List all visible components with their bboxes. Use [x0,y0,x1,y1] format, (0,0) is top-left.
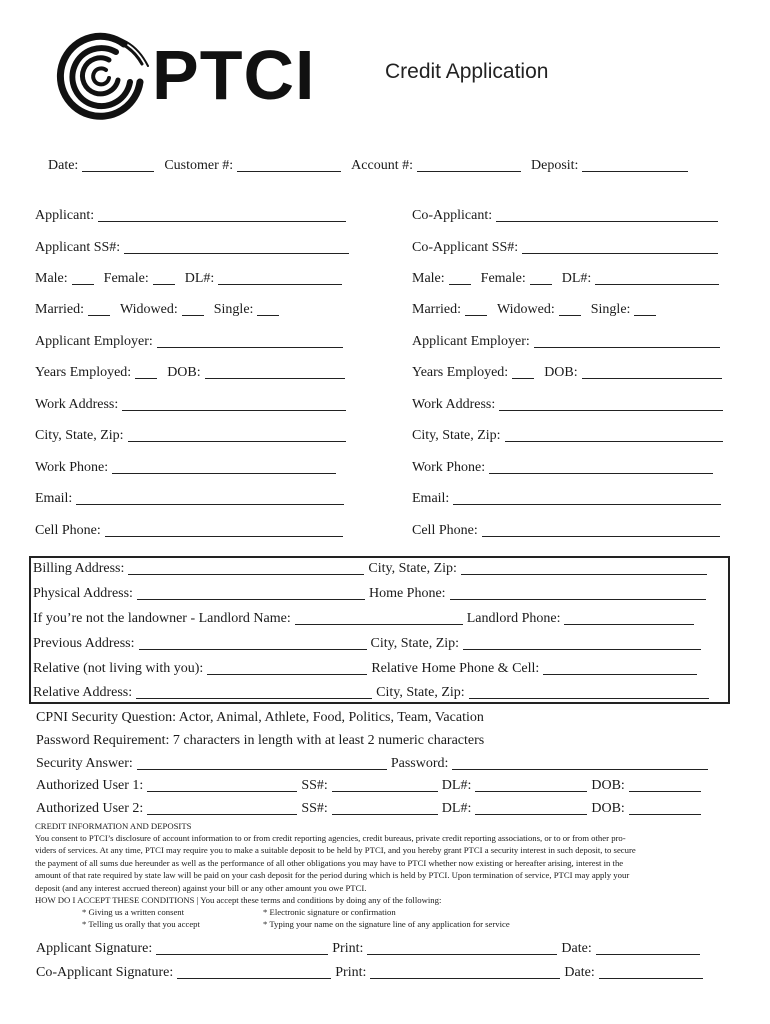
physical-address-label: Physical Address: [33,586,133,601]
deposit-field[interactable] [582,159,688,172]
authorized-user-1-dl-label: DL#: [441,778,472,793]
customer-number-label: Customer #: [164,158,234,173]
page-title: Credit Application [385,60,549,83]
co-applicant-print-label: Print: [335,965,367,980]
co-applicant-widowed-label: Widowed: [496,302,555,317]
relative-city-state-zip-label: City, State, Zip: [376,685,465,700]
co-applicant-work-phone-field[interactable] [489,461,713,474]
applicant-married-label: Married: [35,302,84,317]
date-label: Date: [48,158,79,173]
applicant-employer-label: Applicant Employer: [35,334,153,349]
authorized-user-2-ss-field[interactable] [332,802,438,815]
applicant-ss-field[interactable] [124,241,349,254]
account-number-field[interactable] [417,159,521,172]
co-applicant-sig-date-field[interactable] [599,966,703,979]
co-applicant-work-phone-label: Work Phone: [412,460,486,475]
security-answer-label: Security Answer: [36,756,133,771]
password-field[interactable] [452,757,708,770]
co-applicant-work-address-field[interactable] [499,398,723,411]
applicant-ss-label: Applicant SS#: [35,240,121,255]
home-phone-label: Home Phone: [368,586,446,601]
consent-option: * Telling us orally that you accept [82,919,200,929]
co-applicant-dob-label: DOB: [544,365,578,380]
co-applicant-sig-date-label: Date: [564,965,595,980]
ptci-swirl-logo-icon [54,30,150,122]
authorized-user-2-field[interactable] [147,802,297,815]
applicant-dob-field[interactable] [205,366,345,379]
authorized-user-2-label: Authorized User 2: [36,801,144,816]
co-applicant-ss-field[interactable] [522,241,718,254]
relative-field[interactable] [207,662,367,675]
authorized-user-2-dl-field[interactable] [475,802,587,815]
co-applicant-dob-field[interactable] [582,366,722,379]
password-requirement-text [36,733,484,749]
co-applicant-signature-field[interactable] [177,966,331,979]
account-number-label: Account #: [351,158,413,173]
co-applicant-female-field[interactable] [530,272,552,285]
applicant-married-field[interactable] [88,303,110,316]
co-applicant-cell-phone-label: Cell Phone: [412,523,478,538]
applicant-years-employed-label: Years Employed: [35,365,132,380]
co-applicant-years-employed-label: Years Employed: [412,365,509,380]
billing-city-state-zip-label: City, State, Zip: [368,561,457,576]
applicant-print-field[interactable] [367,942,557,955]
credit-terms-line: viders of services. At any time, PTCI may require you to make a suitable deposit to be held by PTCI, and you hereby grant PTCI a security interest in such deposit, to secure [35,845,636,855]
authorized-user-2-dob-field[interactable] [629,802,701,815]
authorized-user-1-dl-field[interactable] [475,779,587,792]
applicant-work-address-label: Work Address: [35,397,119,412]
security-question-text [36,710,484,726]
home-phone-field[interactable] [450,587,706,600]
applicant-work-phone-label: Work Phone: [35,460,109,475]
previous-city-state-zip-field[interactable] [463,637,701,650]
co-applicant-city-state-zip-field[interactable] [505,429,723,442]
credit-terms-heading: CREDIT INFORMATION AND DEPOSITS [35,821,192,831]
previous-address-field[interactable] [139,637,367,650]
applicant-single-label: Single: [213,302,254,317]
co-applicant-employer-label: Applicant Employer: [412,334,530,349]
consent-option: * Typing your name on the signature line of any application for service [263,919,510,929]
co-applicant-cell-phone-field[interactable] [482,524,720,537]
security-answer-field[interactable] [137,757,387,770]
relative-phone-label: Relative Home Phone & Cell: [371,661,540,676]
consent-option: * Electronic signature or confirmation [263,907,396,917]
co-applicant-male-field[interactable] [449,272,471,285]
billing-city-state-zip-field[interactable] [461,562,707,575]
password-requirement-label: Password Requirement: 7 characters in length with at least 2 numeric characters [36,733,485,748]
consent-option: * Giving us a written consent [82,907,185,917]
co-applicant-email-label: Email: [412,491,450,506]
authorized-user-1-ss-field[interactable] [332,779,438,792]
customer-number-field[interactable] [237,159,341,172]
credit-terms-line: You consent to PTCI’s disclosure of account information to or from credit reporting agencies, credit bureaus, private credit reporting associations, or to or from other pro- [35,833,626,843]
relative-label: Relative (not living with you): [33,661,204,676]
authorized-user-1-ss-label: SS#: [301,778,328,793]
applicant-city-state-zip-label: City, State, Zip: [35,428,124,443]
landlord-phone-field[interactable] [564,612,694,625]
co-applicant-print-field[interactable] [370,966,560,979]
security-question-label: CPNI Security Question: Actor, Animal, Athlete, Food, Politics, Team, Vacation [36,710,484,725]
applicant-cell-phone-field[interactable] [105,524,343,537]
applicant-male-field[interactable] [72,272,94,285]
applicant-employer-field[interactable] [157,335,343,348]
co-applicant-female-label: Female: [480,271,526,286]
applicant-email-field[interactable] [76,492,344,505]
applicant-sig-date-label: Date: [561,941,592,956]
applicant-signature-label: Applicant Signature: [36,941,153,956]
top-info-row [48,158,692,174]
credit-terms-line: the payment of all sums due hereunder as well as the performance of all other obligations you may have to PTCI whether now existing or hereafter arising, interest in the [35,858,624,868]
co-applicant-label: Co-Applicant: [412,208,493,223]
address-box [29,556,730,704]
applicant-label: Applicant: [35,208,95,223]
co-applicant-signature-label: Co-Applicant Signature: [36,965,174,980]
billing-address-label: Billing Address: [33,561,125,576]
applicant-female-label: Female: [103,271,149,286]
applicant-print-label: Print: [332,941,364,956]
co-applicant-dl-field[interactable] [595,272,719,285]
authorized-user-2-dl-label: DL#: [441,801,472,816]
authorized-user-1-dob-field[interactable] [629,779,701,792]
authorized-user-1-field[interactable] [147,779,297,792]
landlord-phone-label: Landlord Phone: [466,611,561,626]
authorized-user-1-dob-label: DOB: [591,778,625,793]
co-applicant-married-label: Married: [412,302,461,317]
applicant-dl-field[interactable] [218,272,342,285]
applicant-male-label: Male: [35,271,68,286]
co-applicant-city-state-zip-label: City, State, Zip: [412,428,501,443]
co-applicant-employer-field[interactable] [534,335,720,348]
credit-terms-line: amount of that rate required by state law will be paid on your cash deposit for the period during which is held by PTCI. Upon termination of service, PTCI may apply your [35,870,630,880]
applicant-years-employed-field[interactable] [135,366,157,379]
applicant-city-state-zip-field[interactable] [128,429,346,442]
co-applicant-email-field[interactable] [453,492,721,505]
applicant-dob-label: DOB: [167,365,201,380]
relative-phone-field[interactable] [543,662,697,675]
previous-address-label: Previous Address: [33,636,135,651]
co-applicant-work-address-label: Work Address: [412,397,496,412]
applicant-widowed-field[interactable] [182,303,204,316]
relative-city-state-zip-field[interactable] [469,686,709,699]
applicant-dl-label: DL#: [184,271,215,286]
relative-address-label: Relative Address: [33,685,133,700]
credit-terms-line: HOW DO I ACCEPT THESE CONDITIONS | You accept these terms and conditions by doing any of the following: [35,895,442,905]
authorized-user-1-label: Authorized User 1: [36,778,144,793]
landlord-name-field[interactable] [295,612,463,625]
applicant-email-label: Email: [35,491,73,506]
applicant-female-field[interactable] [153,272,175,285]
deposit-label: Deposit: [531,158,579,173]
physical-address-field[interactable] [137,587,365,600]
co-applicant-widowed-field[interactable] [559,303,581,316]
authorized-user-2-ss-label: SS#: [301,801,328,816]
co-applicant-male-label: Male: [412,271,445,286]
company-logo [54,30,344,122]
credit-terms-line: deposit (and any interest accrued thereon) against your bill or any other amount you owe PTCI. [35,883,367,893]
landlord-name-label: If you’re not the landowner - Landlord Name: [33,611,291,626]
co-applicant-ss-label: Co-Applicant SS#: [412,240,519,255]
co-applicant-years-employed-field[interactable] [512,366,534,379]
authorized-user-2-dob-label: DOB: [591,801,625,816]
co-applicant-single-label: Single: [590,302,631,317]
date-field[interactable] [82,159,154,172]
applicant-signature-field[interactable] [156,942,328,955]
applicant-name-field[interactable] [98,209,346,222]
billing-address-field[interactable] [128,562,364,575]
co-applicant-name-field[interactable] [496,209,718,222]
password-label: Password: [390,756,449,771]
applicant-work-address-field[interactable] [122,398,346,411]
applicant-widowed-label: Widowed: [119,302,178,317]
relative-address-field[interactable] [136,686,372,699]
previous-city-state-zip-label: City, State, Zip: [370,636,460,651]
applicant-work-phone-field[interactable] [112,461,336,474]
applicant-sig-date-field[interactable] [596,942,700,955]
applicant-cell-phone-label: Cell Phone: [35,523,101,538]
logo-wordmark: PTCI [152,36,316,114]
co-applicant-single-field[interactable] [634,303,656,316]
co-applicant-dl-label: DL#: [561,271,592,286]
co-applicant-married-field[interactable] [465,303,487,316]
applicant-single-field[interactable] [257,303,279,316]
